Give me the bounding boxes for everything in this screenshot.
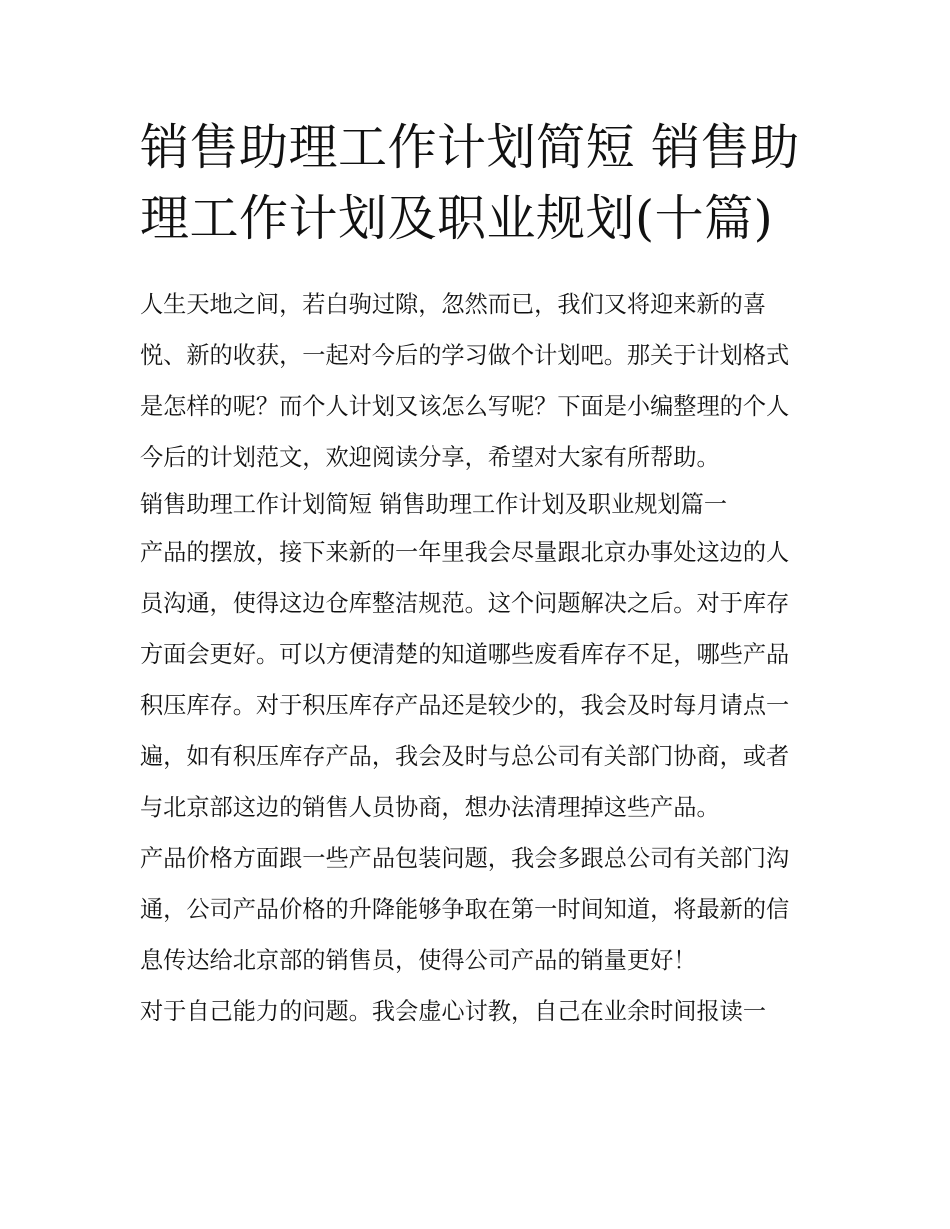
body-paragraph: 对于自己能力的问题。我会虚心讨教，自己在业余时间报读一	[140, 998, 767, 1025]
section-heading: 销售助理工作计划简短 销售助理工作计划及职业规划篇一	[140, 491, 728, 518]
body-paragraph: 产品价格方面跟一些产品包装问题，我会多跟总公司有关部门沟通，公司产品价格的升降能够争取在第一时间知道，将最新的信息传达给北京部的销售员，使得公司产品的销量更好！	[140, 845, 790, 974]
intro-paragraph: 人生天地之间，若白驹过隙，忽然而已，我们又将迎来新的喜悦、新的收获，一起对今后的学习做个计划吧。那关于计划格式是怎样的呢？而个人计划又该怎么写呢？下面是小编整理的个人今后的计划范文，欢迎阅读分享，希望对大家有所帮助。	[140, 291, 790, 471]
document-body	[140, 279, 812, 1037]
document-title: 销售助理工作计划简短 销售助理工作计划及职业规划(十篇)	[140, 119, 800, 247]
body-paragraph: 产品的摆放，接下来新的一年里我会尽量跟北京办事处这边的人员沟通，使得这边仓库整洁规范。这个问题解决之后。对于库存方面会更好。可以方便清楚的知道哪些废看库存不足，哪些产品积压库存。对于积压库存产品还是较少的，我会及时每月请点一遍，如有积压库存产品，我会及时与总公司有关部门协商，或者与北京部这边的销售人员协商，想办法清理掉这些产品。	[140, 539, 790, 821]
document-content	[140, 112, 812, 1037]
